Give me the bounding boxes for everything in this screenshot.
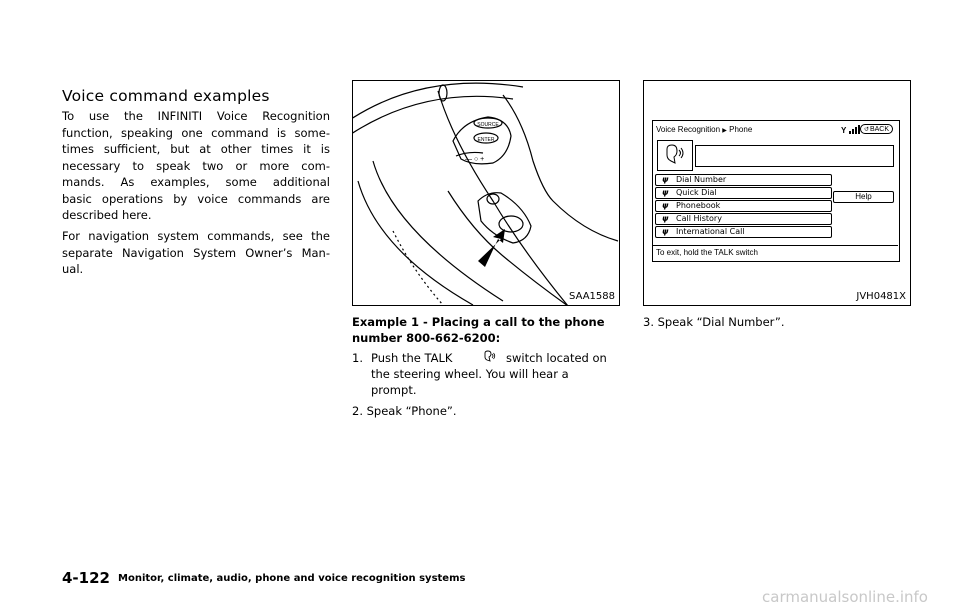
screen-footer-text: To exit, hold the TALK switch [656, 248, 758, 257]
voice-command-icon: ψ [662, 214, 669, 223]
menu-item-phonebook[interactable] [655, 200, 832, 212]
screen-breadcrumb: Phone [729, 125, 753, 134]
intro-line: basic operations by voice commands are [62, 191, 330, 206]
svg-text:Y: Y [841, 126, 847, 135]
back-button[interactable] [860, 124, 893, 134]
navigation-paragraph [62, 228, 330, 278]
nav-line: separate Navigation System Owner’s Man- [62, 245, 330, 260]
footer-section-title: Monitor, climate, audio, phone and voice recognition systems [118, 573, 466, 584]
steering-wheel-illustration [353, 81, 619, 305]
breadcrumb-arrow-icon: ▶ [722, 128, 727, 134]
svg-text:— ○ +: — ○ + [465, 156, 485, 163]
menu-item-label: Dial Number [676, 175, 727, 184]
voice-command-icon: ψ [662, 201, 669, 210]
back-button-label: BACK [869, 126, 889, 133]
source-button-label: SOURCE [477, 122, 499, 128]
figure-code: SAA1588 [569, 291, 615, 302]
screen-title: Voice Recognition [656, 125, 721, 134]
menu-item-label: Phonebook [676, 201, 721, 210]
enter-button-label: ENTER [477, 137, 495, 143]
section-heading: Voice command examples [62, 87, 270, 105]
menu-item-label: Quick Dial [676, 188, 717, 197]
menu-item-call-history[interactable] [655, 213, 832, 225]
page-number: 4-122 [62, 569, 110, 587]
steering-wheel-figure [352, 80, 620, 306]
back-arrow-icon: ↺ [864, 127, 870, 133]
intro-line: function, speaking one command is some- [62, 125, 330, 140]
voice-command-icon: ψ [662, 188, 669, 197]
menu-item-label: Call History [676, 214, 722, 223]
step-1-text-c: the steering wheel. You will hear a [371, 367, 569, 381]
step-3-text: 3. Speak “Dial Number”. [643, 315, 785, 329]
nav-line: For navigation system commands, see the [62, 229, 330, 243]
voice-command-icon: ψ [662, 175, 669, 184]
intro-line: necessary to speak two or more com- [62, 158, 330, 173]
screen-title-bar [656, 125, 752, 134]
step-2-text: 2. Speak “Phone”. [352, 404, 457, 418]
example-caption-line-1: Example 1 - Placing a call to the phone [352, 315, 605, 329]
example-caption-line-2: number 800-662-6200: [352, 331, 501, 345]
menu-item-international-call[interactable] [655, 226, 832, 238]
step-1-text-b: switch located on [506, 351, 607, 365]
speech-icon [658, 141, 692, 170]
step-1-text-d: prompt. [371, 383, 417, 397]
signal-strength-icon [841, 124, 861, 136]
nav-line: ual. [62, 262, 84, 276]
help-button[interactable] [833, 191, 894, 203]
figure-code: JVH0481X [856, 291, 906, 302]
talk-switch-icon [482, 350, 496, 364]
menu-item-quick-dial[interactable] [655, 187, 832, 199]
menu-item-dial-number[interactable] [655, 174, 832, 186]
intro-line: described here. [62, 208, 152, 222]
menu-item-label: International Call [676, 227, 745, 236]
help-button-label: Help [855, 192, 872, 201]
voice-command-icon: ψ [662, 227, 669, 236]
speech-icon-box [657, 140, 693, 171]
intro-line: times sufficient, but at other times it is [62, 142, 330, 156]
intro-line: mands. As examples, some additional [62, 175, 330, 189]
intro-paragraph [62, 108, 330, 224]
step-1-number: 1. [352, 351, 363, 365]
intro-line: To use the INFINITI Voice Recognition [62, 109, 330, 123]
recognition-text-field [695, 145, 894, 167]
step-1-text-a: Push the TALK [371, 351, 453, 365]
screen-footer-divider [652, 245, 898, 246]
arrow-pointer [478, 229, 505, 267]
watermark-text: carmanualsonline.info [762, 588, 928, 606]
